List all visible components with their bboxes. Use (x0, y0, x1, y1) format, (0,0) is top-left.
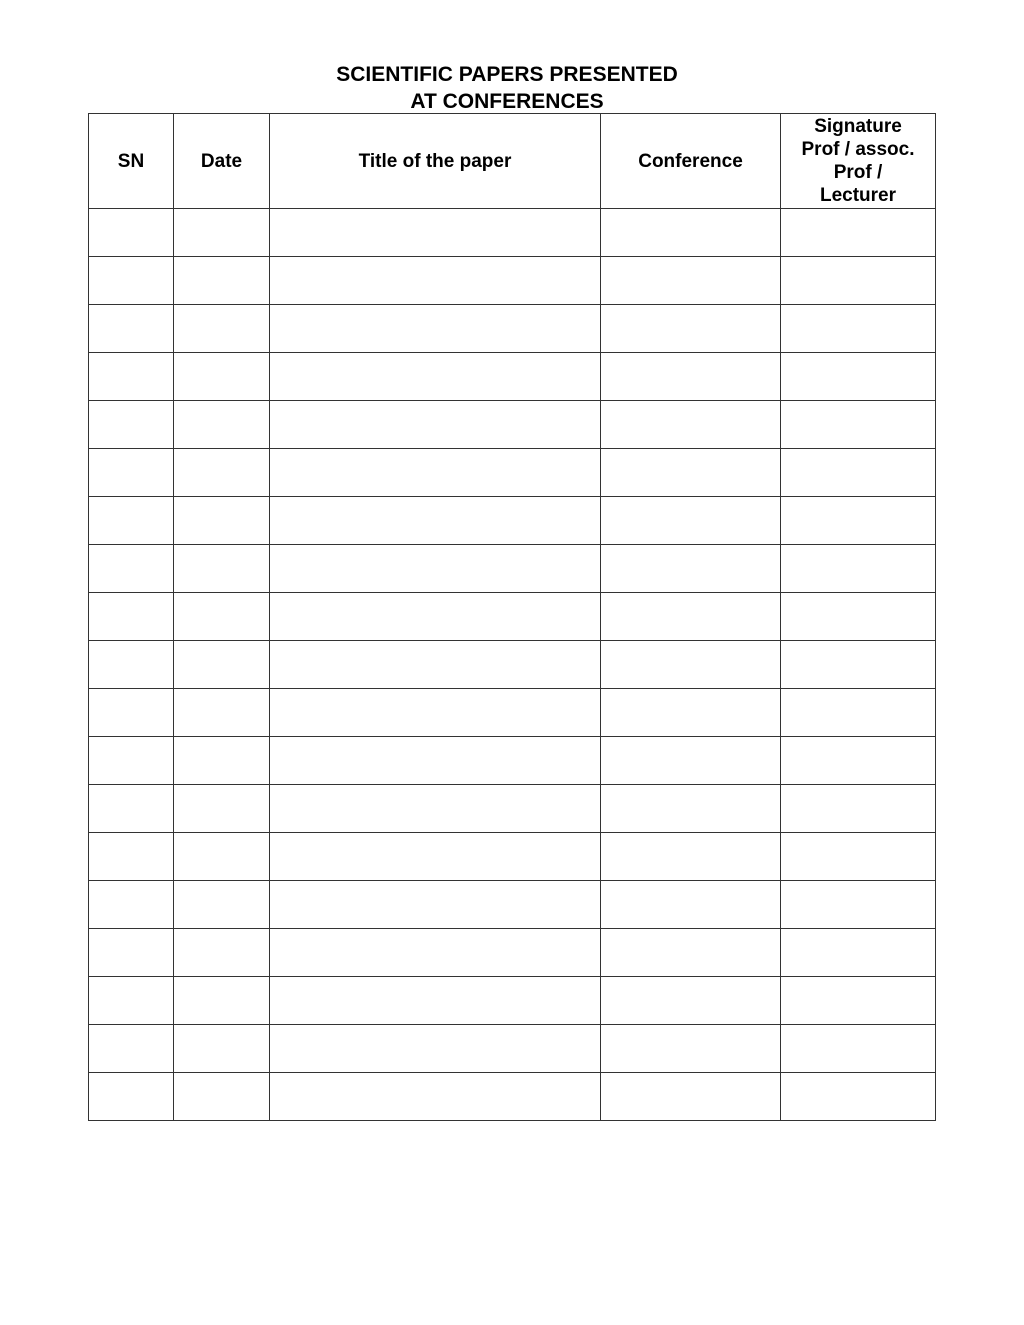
table-row (89, 689, 936, 737)
cell-conference (601, 545, 781, 593)
conference-papers-table (88, 113, 936, 1121)
cell-signature (781, 209, 936, 257)
header-sn: SN (89, 114, 174, 209)
signature-line-4: Lecturer (819, 185, 897, 206)
cell-date (174, 929, 270, 977)
cell-title (270, 497, 601, 545)
table-row (89, 881, 936, 929)
cell-title (270, 449, 601, 497)
signature-line-1: Signature (814, 116, 902, 137)
cell-conference (601, 929, 781, 977)
cell-signature (781, 1025, 936, 1073)
cell-signature (781, 977, 936, 1025)
cell-sn (89, 1073, 174, 1121)
cell-signature (781, 305, 936, 353)
cell-date (174, 401, 270, 449)
cell-sn (89, 785, 174, 833)
table-row (89, 593, 936, 641)
cell-signature (781, 641, 936, 689)
cell-date (174, 449, 270, 497)
cell-date (174, 641, 270, 689)
cell-date (174, 257, 270, 305)
cell-conference (601, 401, 781, 449)
cell-sn (89, 833, 174, 881)
cell-signature (781, 833, 936, 881)
title-line-1: SCIENTIFIC PAPERS PRESENTED (336, 63, 678, 86)
cell-conference (601, 881, 781, 929)
cell-conference (601, 593, 781, 641)
cell-date (174, 209, 270, 257)
table-row (89, 353, 936, 401)
cell-signature (781, 545, 936, 593)
cell-date (174, 785, 270, 833)
cell-date (174, 593, 270, 641)
cell-conference (601, 689, 781, 737)
cell-sn (89, 641, 174, 689)
cell-date (174, 305, 270, 353)
cell-conference (601, 305, 781, 353)
header-row (89, 114, 936, 209)
cell-signature (781, 593, 936, 641)
cell-conference (601, 209, 781, 257)
table-row (89, 305, 936, 353)
cell-conference (601, 641, 781, 689)
cell-signature (781, 353, 936, 401)
cell-date (174, 833, 270, 881)
table-row (89, 833, 936, 881)
cell-title (270, 1073, 601, 1121)
table-row (89, 641, 936, 689)
document-title (0, 61, 1014, 115)
cell-sn (89, 353, 174, 401)
cell-title (270, 641, 601, 689)
table-row (89, 1073, 936, 1121)
cell-title (270, 257, 601, 305)
cell-date (174, 977, 270, 1025)
cell-date (174, 881, 270, 929)
cell-conference (601, 353, 781, 401)
cell-sn (89, 257, 174, 305)
cell-signature (781, 257, 936, 305)
cell-signature (781, 497, 936, 545)
cell-conference (601, 785, 781, 833)
cell-signature (781, 449, 936, 497)
header-signature (781, 114, 936, 209)
cell-sn (89, 497, 174, 545)
cell-sn (89, 209, 174, 257)
cell-sn (89, 449, 174, 497)
cell-conference (601, 449, 781, 497)
cell-title (270, 929, 601, 977)
header-conference: Conference (601, 114, 781, 209)
table-body (89, 209, 936, 1121)
cell-title (270, 881, 601, 929)
signature-line-2: Prof / assoc. (801, 139, 915, 160)
cell-signature (781, 929, 936, 977)
cell-title (270, 353, 601, 401)
cell-title (270, 737, 601, 785)
cell-signature (781, 1073, 936, 1121)
cell-conference (601, 497, 781, 545)
table-row (89, 737, 936, 785)
cell-title (270, 401, 601, 449)
cell-conference (601, 257, 781, 305)
table-row (89, 497, 936, 545)
table-row (89, 401, 936, 449)
cell-date (174, 1073, 270, 1121)
cell-conference (601, 833, 781, 881)
table-row (89, 545, 936, 593)
cell-conference (601, 1025, 781, 1073)
cell-signature (781, 401, 936, 449)
cell-conference (601, 977, 781, 1025)
cell-title (270, 593, 601, 641)
cell-sn (89, 689, 174, 737)
cell-title (270, 545, 601, 593)
cell-title (270, 1025, 601, 1073)
cell-signature (781, 689, 936, 737)
cell-title (270, 833, 601, 881)
cell-conference (601, 737, 781, 785)
cell-title (270, 305, 601, 353)
cell-date (174, 545, 270, 593)
table-row (89, 977, 936, 1025)
cell-conference (601, 1073, 781, 1121)
cell-sn (89, 929, 174, 977)
cell-signature (781, 785, 936, 833)
cell-date (174, 689, 270, 737)
cell-title (270, 785, 601, 833)
header-date: Date (174, 114, 270, 209)
cell-sn (89, 1025, 174, 1073)
cell-sn (89, 881, 174, 929)
cell-date (174, 737, 270, 785)
table-row (89, 929, 936, 977)
cell-date (174, 497, 270, 545)
cell-sn (89, 737, 174, 785)
title-line-2: AT CONFERENCES (410, 90, 604, 113)
header-title: Title of the paper (270, 114, 601, 209)
cell-sn (89, 593, 174, 641)
table-row (89, 449, 936, 497)
table-row (89, 209, 936, 257)
cell-sn (89, 977, 174, 1025)
cell-signature (781, 737, 936, 785)
cell-title (270, 689, 601, 737)
cell-date (174, 1025, 270, 1073)
table-row (89, 257, 936, 305)
table-row (89, 785, 936, 833)
cell-title (270, 209, 601, 257)
cell-sn (89, 545, 174, 593)
signature-line-3: Prof / (833, 162, 883, 183)
cell-sn (89, 401, 174, 449)
cell-signature (781, 881, 936, 929)
cell-date (174, 353, 270, 401)
cell-title (270, 977, 601, 1025)
table-row (89, 1025, 936, 1073)
cell-sn (89, 305, 174, 353)
